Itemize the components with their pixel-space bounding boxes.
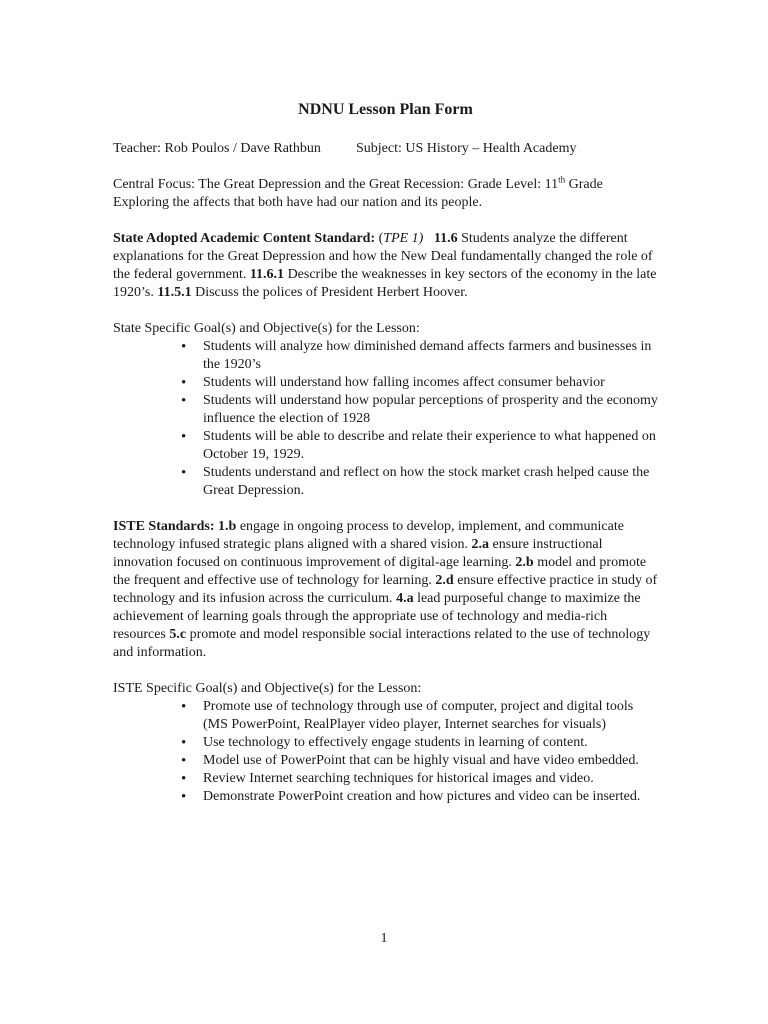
standard-text-11-6: Students analyze the different explanations for the Great Depression and how the New Deal fundamentally changed the role of the federal government. — [113, 231, 653, 282]
subject-line: Subject: US History – Health Academy — [356, 141, 577, 156]
standard-text-11-6-1: Describe the weaknesses in key sectors of the economy in the late 1920’s. — [113, 267, 657, 300]
iste-text: ensure instructional innovation focused on continuous improvement of digital-age learning. — [113, 537, 603, 570]
iste-text: ensure effective practice in study of technology and its infusion across the curriculum. — [113, 573, 658, 606]
state-goals-heading: State Specific Goal(s) and Objective(s) for the Lesson: — [113, 321, 420, 336]
grade-word: Grade — [565, 177, 603, 192]
standard-code-11-6: 11.6 — [433, 231, 458, 246]
standard-text-11-5-1: Discuss the polices of President Herbert Hoover. — [191, 285, 468, 300]
iste-text: engage in ongoing process to develop, implement, and communicate technology infused strategic plans aligned with a shared vision. — [113, 519, 624, 552]
state-standard-paragraph — [113, 230, 658, 302]
list-item: • Promote use of technology through use of computer, project and digital tools (MS PowerPoint, RealPlayer video player, Internet searches for visuals) — [181, 698, 658, 734]
iste-text: promote and model responsible social interactions related to the use of technology and information. — [113, 627, 651, 660]
teacher-subject-row — [113, 140, 658, 158]
list-item: • Review Internet searching techniques for historical images and video. — [181, 770, 658, 788]
iste-code: 2.b — [515, 555, 534, 570]
grade-superscript: th — [558, 174, 566, 185]
list-item: • Model use of PowerPoint that can be highly visual and have video embedded. — [181, 752, 658, 770]
list-item: • Students will be able to describe and relate their experience to what happened on October 19, 1929. — [181, 428, 658, 464]
iste-goals-section — [113, 680, 658, 806]
state-standard-label: State Adopted Academic Content Standard: — [113, 231, 376, 246]
list-item: • Students will understand how popular perceptions of prosperity and the economy influence the election of 1928 — [181, 392, 658, 428]
list-item: • Use technology to effectively engage students in learning of content. — [181, 734, 658, 752]
iste-goals-heading: ISTE Specific Goal(s) and Objective(s) for the Lesson: — [113, 681, 422, 696]
list-item: • Students will understand how falling incomes affect consumer behavior — [181, 374, 658, 392]
page-number: 1 — [380, 931, 388, 946]
iste-goals-list — [113, 698, 658, 806]
central-focus — [113, 176, 658, 212]
central-focus-text: Central Focus: The Great Depression and the Great Recession: Grade Level: 11 — [113, 177, 559, 192]
standard-code-11-5-1: 11.5.1 — [157, 285, 192, 300]
list-item: • Students understand and reflect on how the stock market crash helped cause the Great Depression. — [181, 464, 658, 500]
iste-code: 1.b — [214, 519, 237, 534]
iste-code: 2.d — [435, 573, 454, 588]
iste-code: 5.c — [169, 627, 187, 642]
iste-code: 4.a — [396, 591, 414, 606]
teacher-line: Teacher: Rob Poulos / Dave Rathbun — [113, 141, 321, 156]
iste-text: model and promote the frequent and effective use of technology for learning. — [113, 555, 647, 588]
list-item: • Demonstrate PowerPoint creation and how pictures and video can be inserted. — [181, 788, 658, 806]
iste-standards-paragraph — [113, 518, 658, 662]
iste-standards-label: ISTE Standards: — [113, 519, 215, 534]
tpe-open: ( — [375, 231, 384, 246]
iste-text: lead purposeful change to maximize the achievement of learning goals through the appropriate use of technology and media-rich resources — [113, 591, 641, 642]
page-content — [113, 100, 658, 806]
central-focus-description: Exploring the affects that both have had our nation and its people. — [113, 195, 483, 210]
list-item: • Students will analyze how diminished demand affects farmers and businesses in the 1920’s — [181, 338, 658, 374]
iste-code: 2.a — [471, 537, 489, 552]
state-goals-section — [113, 320, 658, 500]
page-title: NDNU Lesson Plan Form — [298, 101, 473, 118]
tpe-reference: TPE 1) — [383, 231, 424, 246]
central-focus-line — [113, 176, 658, 194]
standard-code-11-6-1: 11.6.1 — [249, 267, 285, 282]
state-goals-list — [113, 338, 658, 500]
